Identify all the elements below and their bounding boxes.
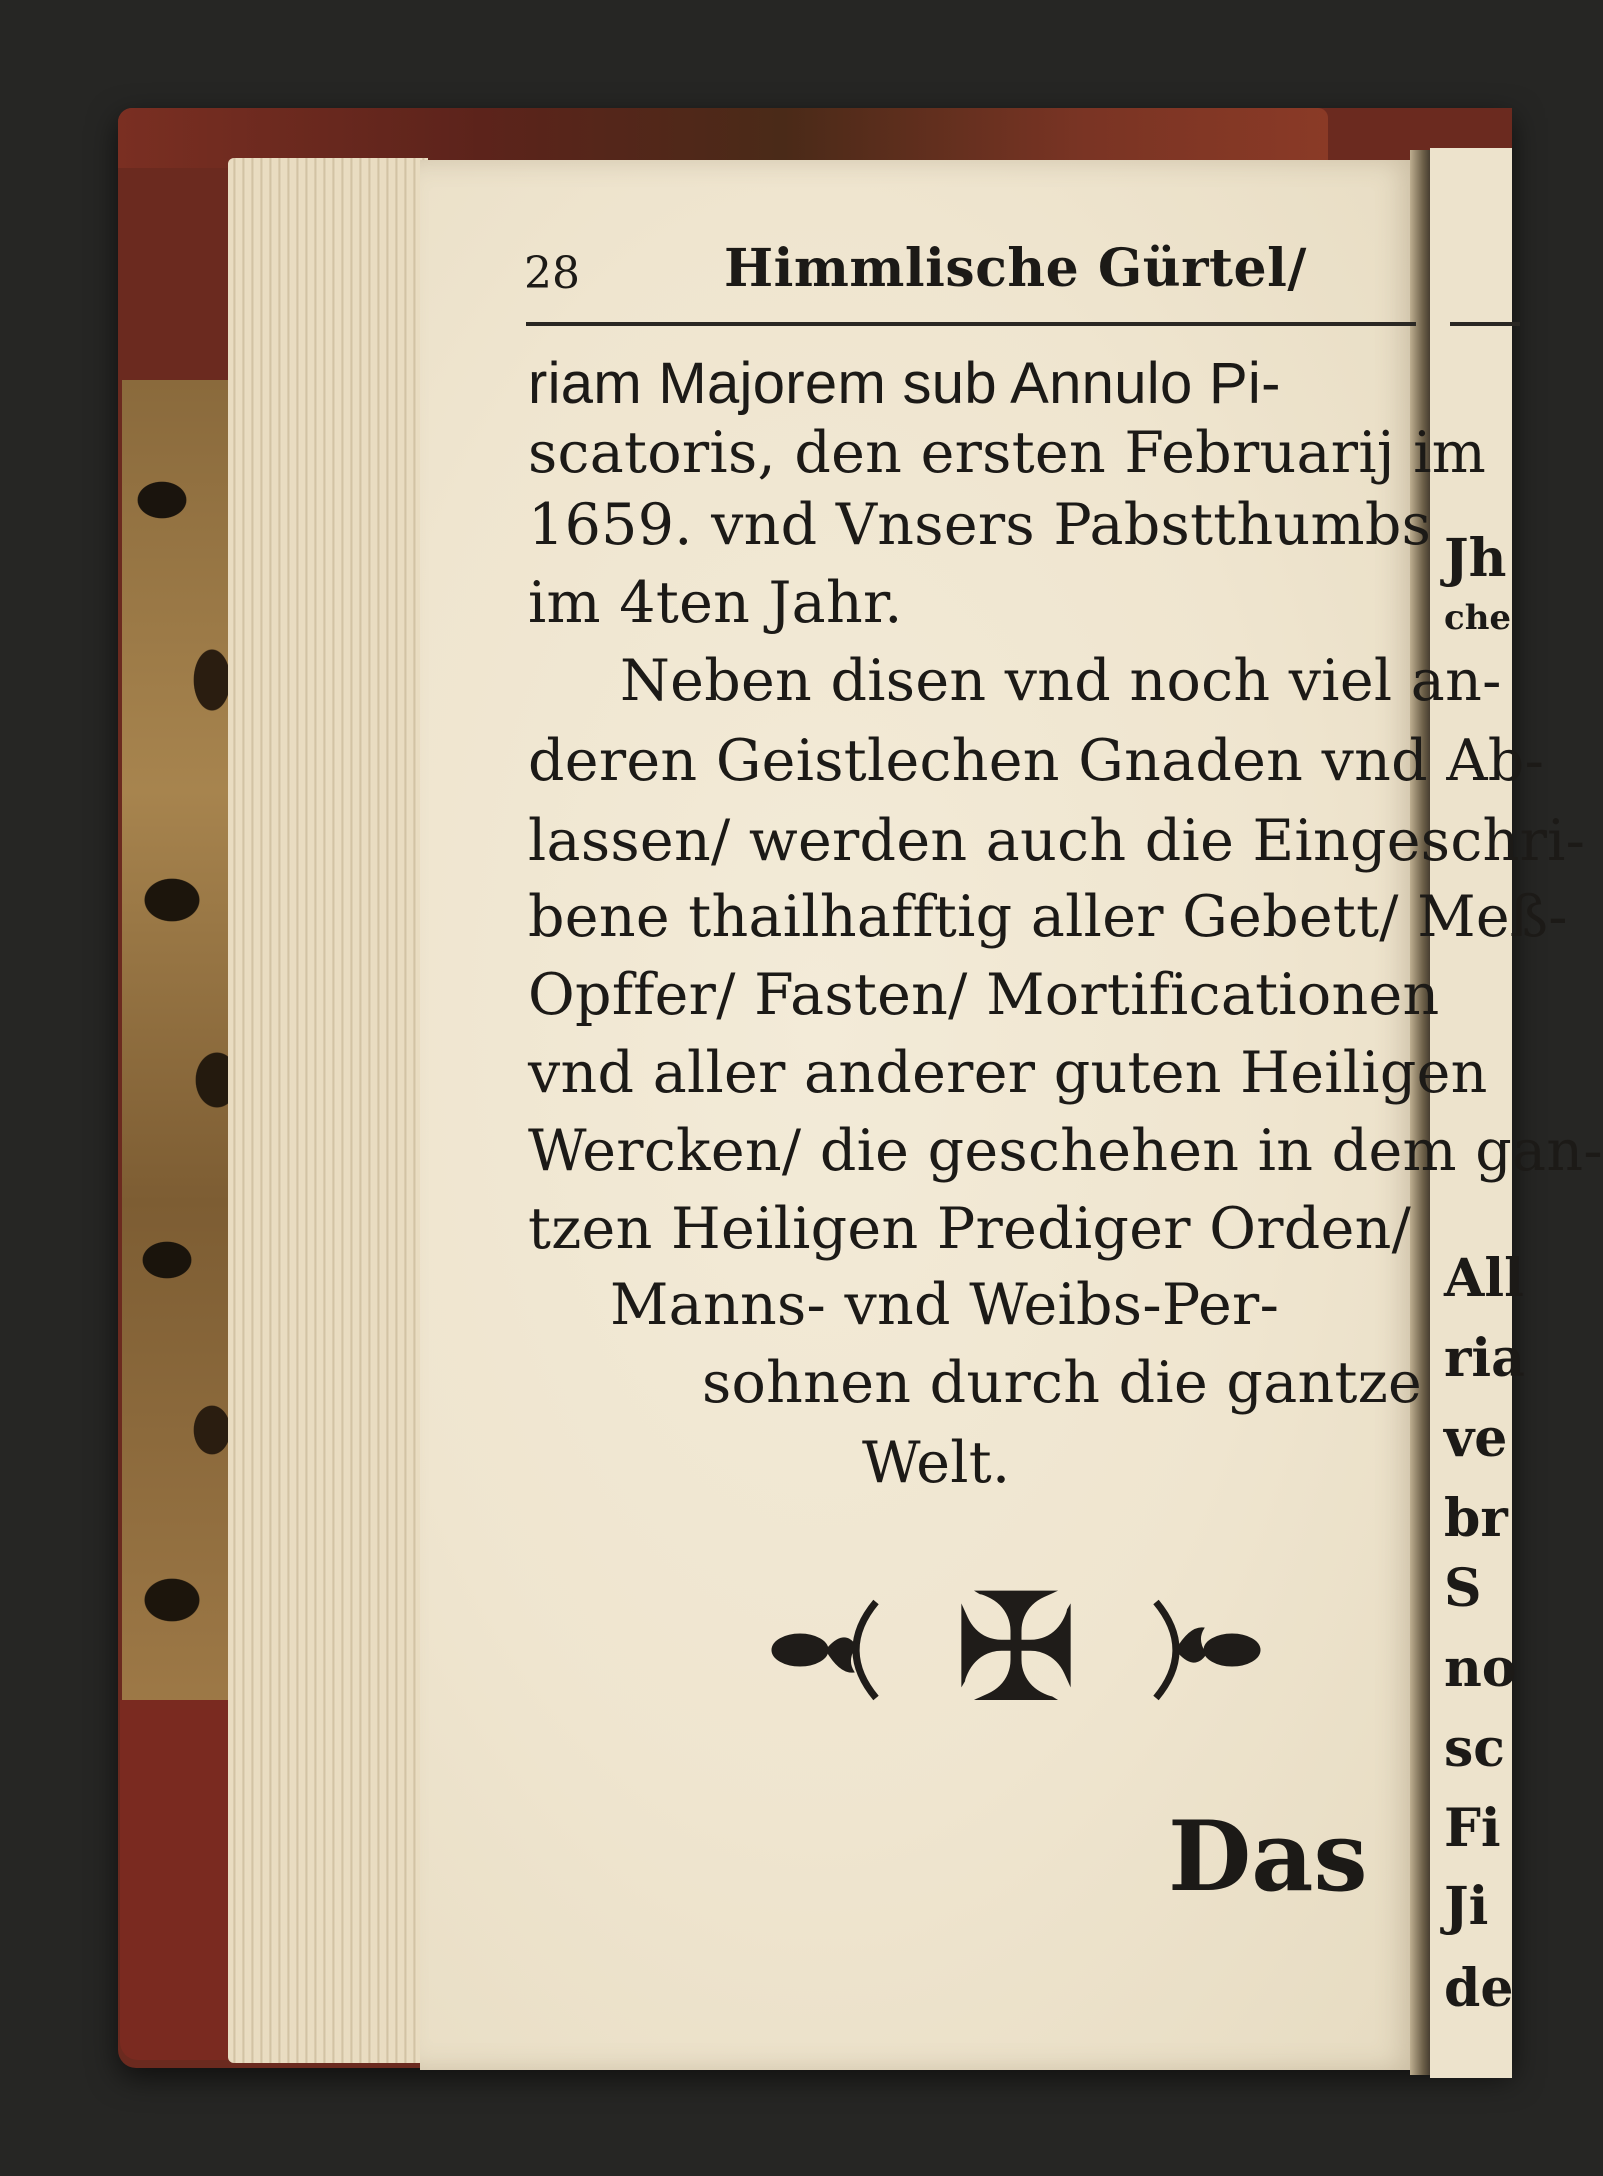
running-head: Himmlische Gürtel/ — [724, 238, 1307, 299]
text-line: im 4ten Jahr. — [528, 570, 903, 636]
text-line: Opffer/ Fasten/ Mortificationen — [528, 962, 1440, 1028]
right-fragment: no — [1444, 1638, 1517, 1699]
right-fragment: ria — [1444, 1328, 1525, 1389]
cross-pattee-icon: ✠ — [953, 1562, 1079, 1736]
right-fragment: All — [1444, 1248, 1524, 1309]
catchword: Das — [1168, 1800, 1368, 1913]
right-fragment: ve — [1444, 1408, 1508, 1469]
header-rule — [526, 322, 1416, 326]
closing-line: sohnen durch die gantze — [702, 1350, 1423, 1416]
text-line: lassen/ werden auch die Eingeschri- — [528, 808, 1586, 874]
text-line: bene thailhafftig aller Gebett/ Meß- — [528, 884, 1568, 950]
printers-ornament — [756, 1562, 1276, 1736]
closing-line: Welt. — [862, 1430, 1011, 1496]
text-line: Wercken/ die geschehen in dem gan- — [528, 1118, 1603, 1184]
right-fragment: Jh — [1444, 528, 1507, 589]
right-page-rule — [1450, 322, 1520, 326]
right-fragment: Ji — [1444, 1876, 1489, 1937]
right-fragment: br — [1444, 1488, 1508, 1549]
text-line: tzen Heiligen Prediger Orden/ — [528, 1196, 1412, 1262]
page-number: 28 — [524, 248, 580, 299]
closing-line: Manns- vnd Weibs-Per- — [610, 1272, 1280, 1338]
right-fragment: che — [1444, 598, 1512, 638]
text-line: 1659. vnd Vnsers Pabstthumbs — [528, 492, 1432, 558]
leather-corner — [120, 1700, 240, 2060]
text-line: vnd aller anderer guten Heiligen — [528, 1040, 1488, 1106]
right-fragment: sc — [1444, 1718, 1505, 1779]
text-line: deren Geistlechen Gnaden vnd Ab- — [528, 728, 1545, 794]
marbled-board — [122, 380, 242, 1750]
right-fragment: de — [1444, 1958, 1514, 2019]
text-line: riam Majorem sub Annulo Pi- — [528, 351, 1281, 416]
text-line: Neben disen vnd noch viel an- — [620, 648, 1502, 714]
right-fragment: Fi — [1444, 1798, 1501, 1859]
right-fragment: S — [1444, 1558, 1482, 1619]
text-line: scatoris, den ersten Februarij im — [528, 420, 1487, 486]
page-edges — [228, 158, 428, 2063]
